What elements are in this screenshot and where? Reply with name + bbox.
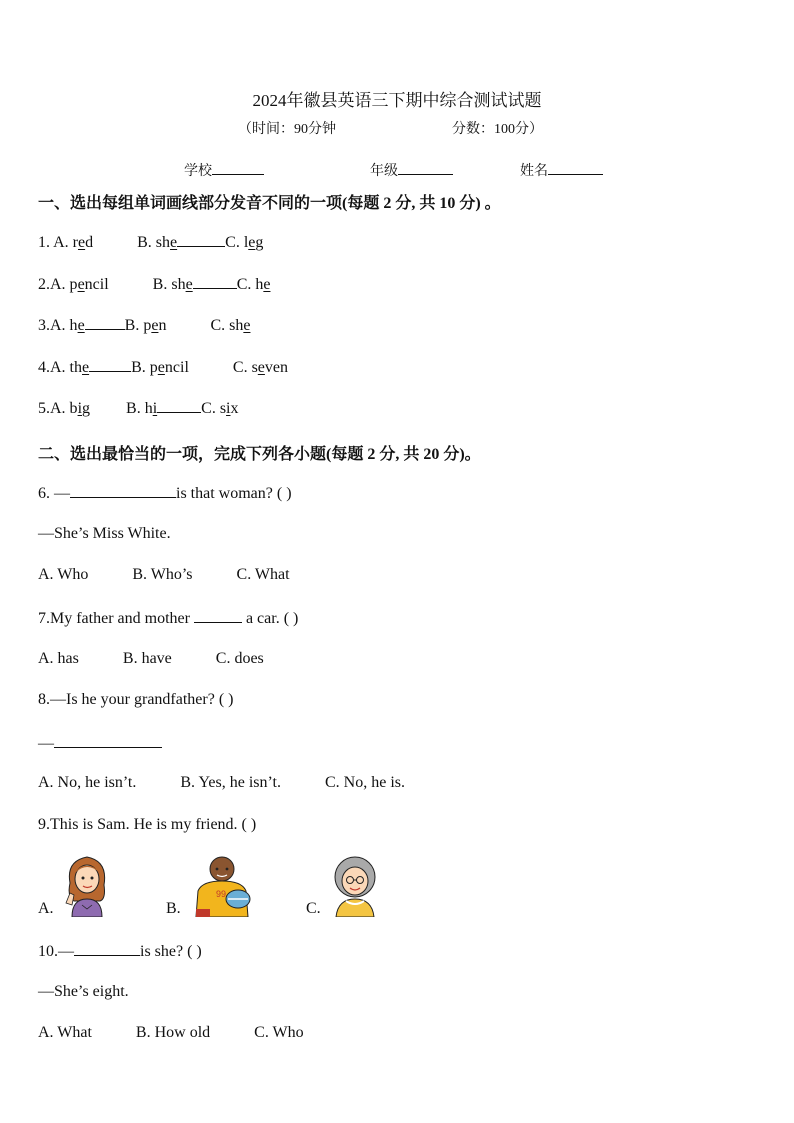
q6-blank[interactable] bbox=[70, 483, 176, 498]
section-2-title: 二、选出最恰当的一项，完成下列各小题(每题 2 分, 共 20 分)。 bbox=[38, 446, 481, 463]
q2-c-underlined: e bbox=[263, 276, 271, 293]
q9-option-c[interactable]: C. bbox=[306, 900, 321, 917]
question-5: 5.A. big B. hi C. six bbox=[38, 400, 239, 417]
question-7: 7.My father and mother a car. ( ) bbox=[38, 610, 299, 627]
name-label: 姓名 bbox=[520, 164, 548, 179]
q10-options bbox=[38, 1024, 304, 1042]
question-2: 2.A. pencil B. she C. he bbox=[38, 276, 271, 293]
q4-b-underlined: e bbox=[157, 359, 165, 376]
q2-b-underlined: e bbox=[185, 276, 193, 293]
q7-options bbox=[38, 650, 264, 668]
grade-blank[interactable] bbox=[398, 160, 453, 175]
q7-blank[interactable] bbox=[194, 608, 242, 623]
q7-option-c[interactable]: C. does bbox=[215, 650, 264, 667]
question-8: 8.—Is he your grandfather? ( ) bbox=[38, 691, 234, 708]
question-1: 1. A. red B. she C. leg bbox=[38, 234, 264, 251]
q3-b-underlined: e bbox=[151, 317, 159, 334]
q10-option-c[interactable]: C. Who bbox=[254, 1024, 304, 1041]
school-field bbox=[184, 160, 264, 180]
page-title: 2024年徽县英语三下期中综合测试试题 bbox=[252, 91, 542, 110]
q10-option-a[interactable]: A. What bbox=[38, 1024, 92, 1041]
name-field bbox=[520, 160, 603, 180]
q8-option-a[interactable]: A. No, he isn’t. bbox=[38, 774, 137, 791]
exam-score: 分数：100分） bbox=[452, 122, 543, 137]
q7-option-b[interactable]: B. have bbox=[122, 650, 172, 667]
grade-label: 年级 bbox=[370, 164, 398, 179]
q8-answer-line: — bbox=[38, 733, 162, 753]
exam-time: （时间：90分钟 bbox=[238, 122, 336, 137]
q9-option-b[interactable]: B. bbox=[166, 900, 181, 917]
q10-answer-line: —She’s eight. bbox=[38, 983, 129, 1000]
q5-b-underlined: i bbox=[152, 400, 158, 417]
q8-blank[interactable] bbox=[54, 733, 162, 748]
q3-c-underlined: e bbox=[243, 317, 251, 334]
q8-option-b[interactable]: B. Yes, he isn’t. bbox=[180, 774, 281, 791]
section-1-title: 一、选出每组单词画线部分发音不同的一项(每题 2 分, 共 10 分) 。 bbox=[38, 195, 501, 212]
svg-text:99: 99 bbox=[216, 889, 227, 899]
q9-option-a[interactable]: A. bbox=[38, 900, 54, 917]
grandmother-picture[interactable] bbox=[330, 853, 380, 917]
q6-answer-line: —She’s Miss White. bbox=[38, 525, 171, 542]
question-4: 4.A. the B. pencil C. seven bbox=[38, 359, 289, 376]
grade-field bbox=[370, 160, 453, 180]
name-blank[interactable] bbox=[548, 160, 603, 175]
q6-option-b[interactable]: B. Who’s bbox=[132, 566, 193, 583]
q6-option-c[interactable]: C. What bbox=[236, 566, 290, 583]
question-9: 9.This is Sam. He is my friend. ( ) bbox=[38, 816, 257, 833]
girl-picture[interactable] bbox=[62, 853, 112, 917]
q8-options bbox=[38, 774, 405, 792]
q4-c-underlined: e bbox=[257, 359, 265, 376]
q7-option-a[interactable]: A. has bbox=[38, 650, 79, 667]
q6-option-a[interactable]: A. Who bbox=[38, 566, 89, 583]
q1-a-underlined: e bbox=[78, 234, 86, 251]
q10-blank[interactable] bbox=[74, 941, 140, 956]
question-6: 6. — is that woman? ( ) bbox=[38, 485, 292, 502]
school-label: 学校 bbox=[184, 164, 212, 179]
q10-option-b[interactable]: B. How old bbox=[135, 1024, 211, 1041]
q5-c-underlined: i bbox=[226, 400, 231, 417]
q3-a-underlined: e bbox=[77, 317, 85, 334]
q6-options bbox=[38, 566, 290, 584]
q1-b-underlined: e bbox=[170, 234, 178, 251]
q4-a-underlined: e bbox=[82, 359, 90, 376]
question-10: 10.— is she? ( ) bbox=[38, 943, 202, 960]
q1-c-underlined: e bbox=[248, 234, 256, 251]
q5-a-underlined: i bbox=[77, 400, 83, 417]
question-3: 3.A. he B. pen C. she bbox=[38, 317, 251, 334]
boy-football-picture[interactable] bbox=[192, 853, 260, 917]
q2-a-underlined: e bbox=[77, 276, 85, 293]
q8-option-c[interactable]: C. No, he is. bbox=[325, 774, 405, 791]
school-blank[interactable] bbox=[212, 160, 264, 175]
